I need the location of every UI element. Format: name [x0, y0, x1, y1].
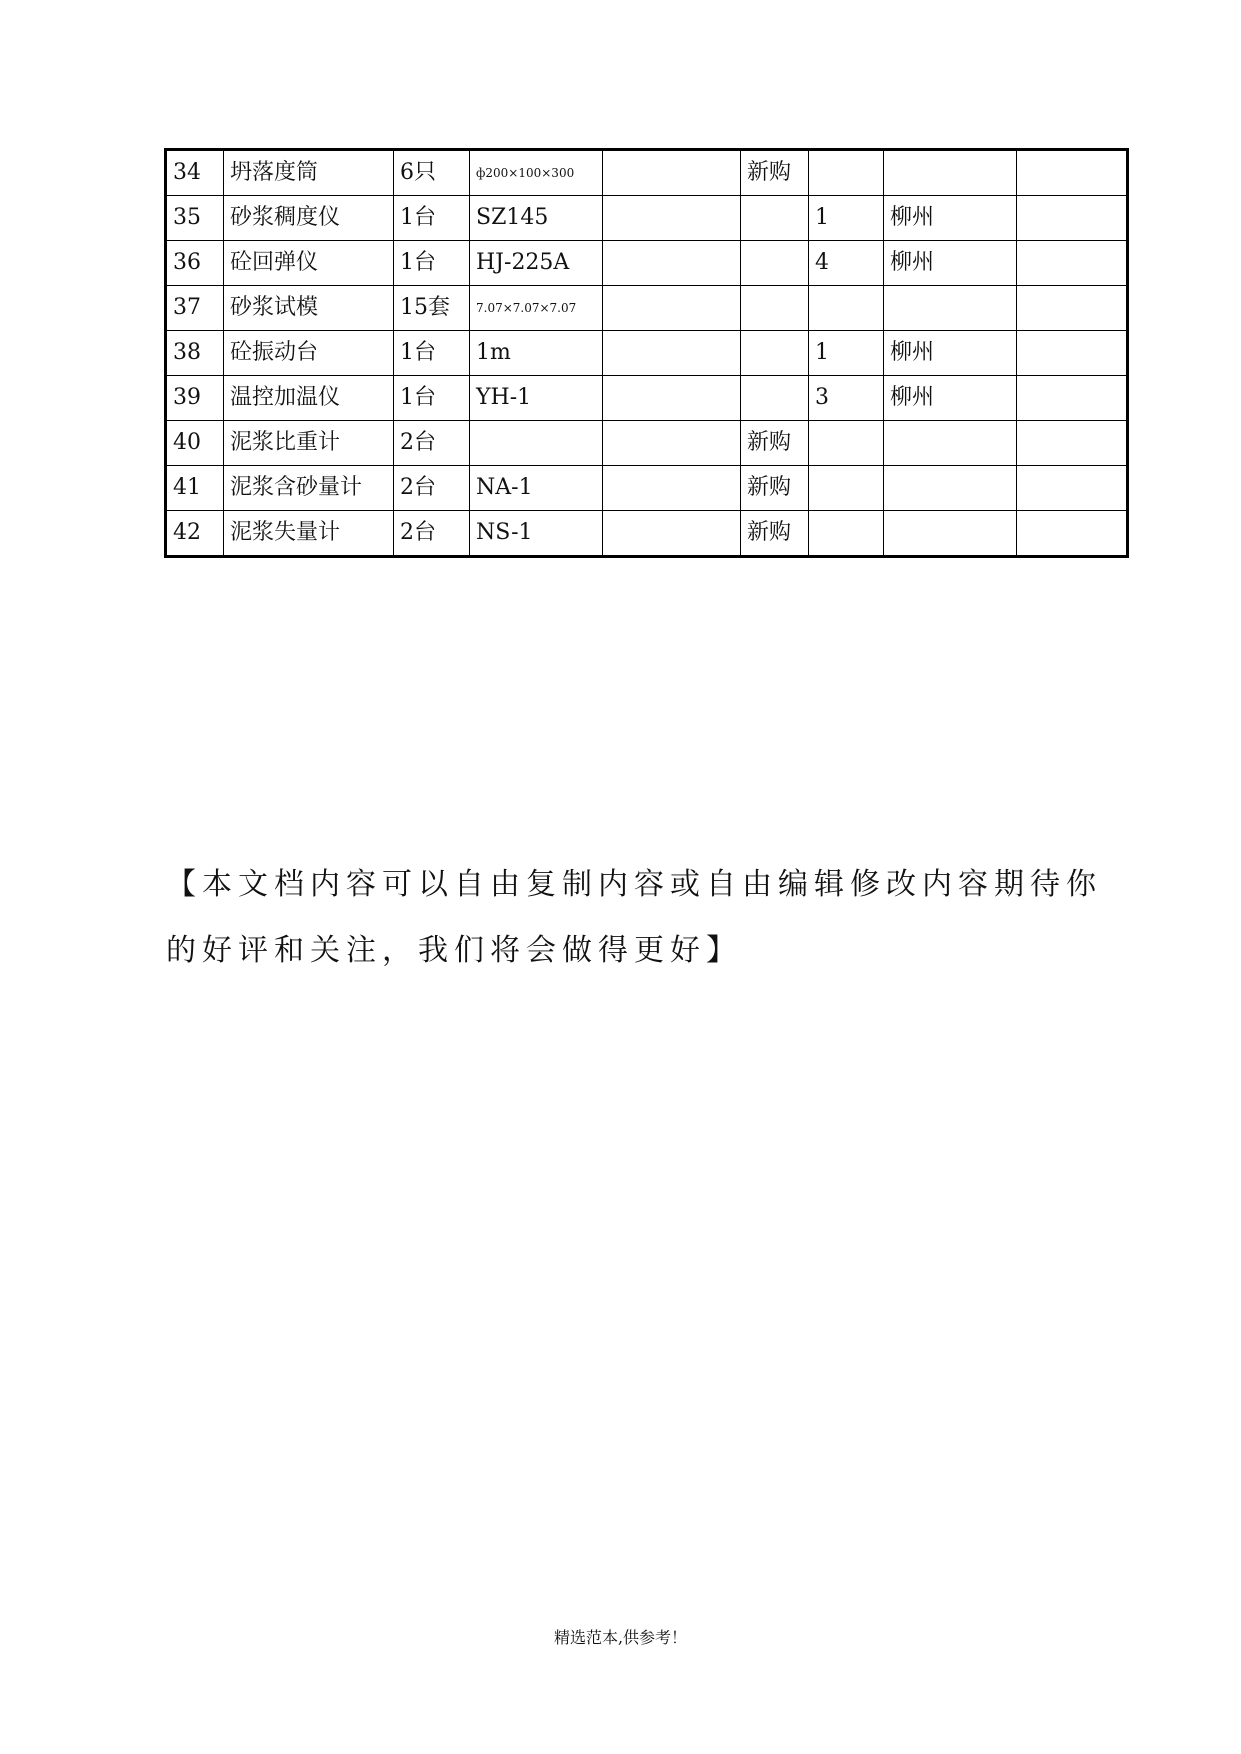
- location-cell: 柳州: [884, 376, 1017, 421]
- count-cell: [809, 286, 884, 331]
- location-cell: [884, 466, 1017, 511]
- quantity-cell: 2台: [394, 466, 470, 511]
- location-cell: [884, 286, 1017, 331]
- quantity-cell: 1台: [394, 196, 470, 241]
- column-5-cell: [603, 421, 741, 466]
- quantity-cell: 2台: [394, 511, 470, 557]
- document-note: 【本文档内容可以自由复制内容或自由编辑修改内容期待你的好评和关注，我们将会做得更好】: [166, 867, 1102, 968]
- purchase-status-cell: [741, 286, 809, 331]
- purchase-status-cell: [741, 241, 809, 286]
- equipment-name-cell: 砂浆稠度仪: [224, 196, 394, 241]
- column-9-cell: [1017, 421, 1128, 466]
- column-5-cell: [603, 331, 741, 376]
- row-number-cell: 42: [166, 511, 224, 557]
- count-cell: 1: [809, 196, 884, 241]
- quantity-cell: 1台: [394, 376, 470, 421]
- page-footer: 精选范本,供参考！: [553, 1628, 688, 1647]
- location-cell: 柳州: [884, 241, 1017, 286]
- count-cell: [809, 511, 884, 557]
- table-row: [166, 286, 1128, 331]
- location-cell: [884, 150, 1017, 196]
- location-cell: 柳州: [884, 196, 1017, 241]
- column-5-cell: [603, 196, 741, 241]
- count-cell: 3: [809, 376, 884, 421]
- column-9-cell: [1017, 376, 1128, 421]
- row-number-cell: 40: [166, 421, 224, 466]
- purchase-status-cell: 新购: [741, 511, 809, 557]
- specification-cell: 7.07×7.07×7.07: [470, 286, 603, 331]
- count-cell: 1: [809, 331, 884, 376]
- specification-cell: YH-1: [470, 376, 603, 421]
- equipment-name-cell: 坍落度筒: [224, 150, 394, 196]
- row-number-cell: 36: [166, 241, 224, 286]
- column-9-cell: [1017, 150, 1128, 196]
- table-row: [166, 150, 1128, 196]
- column-9-cell: [1017, 196, 1128, 241]
- column-5-cell: [603, 466, 741, 511]
- row-number-cell: 41: [166, 466, 224, 511]
- quantity-cell: 1台: [394, 331, 470, 376]
- row-number-cell: 39: [166, 376, 224, 421]
- location-cell: 柳州: [884, 331, 1017, 376]
- column-5-cell: [603, 511, 741, 557]
- purchase-status-cell: [741, 376, 809, 421]
- table-row: [166, 466, 1128, 511]
- table-row: [166, 241, 1128, 286]
- column-9-cell: [1017, 241, 1128, 286]
- purchase-status-cell: 新购: [741, 421, 809, 466]
- quantity-cell: 6只: [394, 150, 470, 196]
- count-cell: [809, 421, 884, 466]
- table-row: [166, 196, 1128, 241]
- quantity-cell: 2台: [394, 421, 470, 466]
- purchase-status-cell: 新购: [741, 466, 809, 511]
- specification-cell: SZ145: [470, 196, 603, 241]
- count-cell: [809, 150, 884, 196]
- specification-cell: HJ-225A: [470, 241, 603, 286]
- row-number-cell: 35: [166, 196, 224, 241]
- specification-cell: NS-1: [470, 511, 603, 557]
- equipment-name-cell: 砼回弹仪: [224, 241, 394, 286]
- specification-cell: NA-1: [470, 466, 603, 511]
- location-cell: [884, 421, 1017, 466]
- equipment-name-cell: 泥浆含砂量计: [224, 466, 394, 511]
- column-9-cell: [1017, 331, 1128, 376]
- column-9-cell: [1017, 466, 1128, 511]
- specification-cell: ф200×100×300: [470, 150, 603, 196]
- table-row: [166, 421, 1128, 466]
- equipment-name-cell: 砂浆试模: [224, 286, 394, 331]
- column-5-cell: [603, 286, 741, 331]
- column-5-cell: [603, 150, 741, 196]
- purchase-status-cell: 新购: [741, 150, 809, 196]
- table-row: [166, 331, 1128, 376]
- equipment-name-cell: 泥浆比重计: [224, 421, 394, 466]
- specification-cell: 1m: [470, 331, 603, 376]
- row-number-cell: 38: [166, 331, 224, 376]
- column-5-cell: [603, 376, 741, 421]
- row-number-cell: 37: [166, 286, 224, 331]
- equipment-name-cell: 泥浆失量计: [224, 511, 394, 557]
- quantity-cell: 1台: [394, 241, 470, 286]
- table-body: [166, 150, 1128, 557]
- purchase-status-cell: [741, 196, 809, 241]
- count-cell: [809, 466, 884, 511]
- purchase-status-cell: [741, 331, 809, 376]
- table-row: [166, 376, 1128, 421]
- column-9-cell: [1017, 286, 1128, 331]
- table-row: [166, 511, 1128, 557]
- quantity-cell: 15套: [394, 286, 470, 331]
- location-cell: [884, 511, 1017, 557]
- count-cell: 4: [809, 241, 884, 286]
- column-5-cell: [603, 241, 741, 286]
- equipment-table: [164, 148, 1129, 558]
- column-9-cell: [1017, 511, 1128, 557]
- equipment-name-cell: 温控加温仪: [224, 376, 394, 421]
- row-number-cell: 34: [166, 150, 224, 196]
- specification-cell: [470, 421, 603, 466]
- equipment-name-cell: 砼振动台: [224, 331, 394, 376]
